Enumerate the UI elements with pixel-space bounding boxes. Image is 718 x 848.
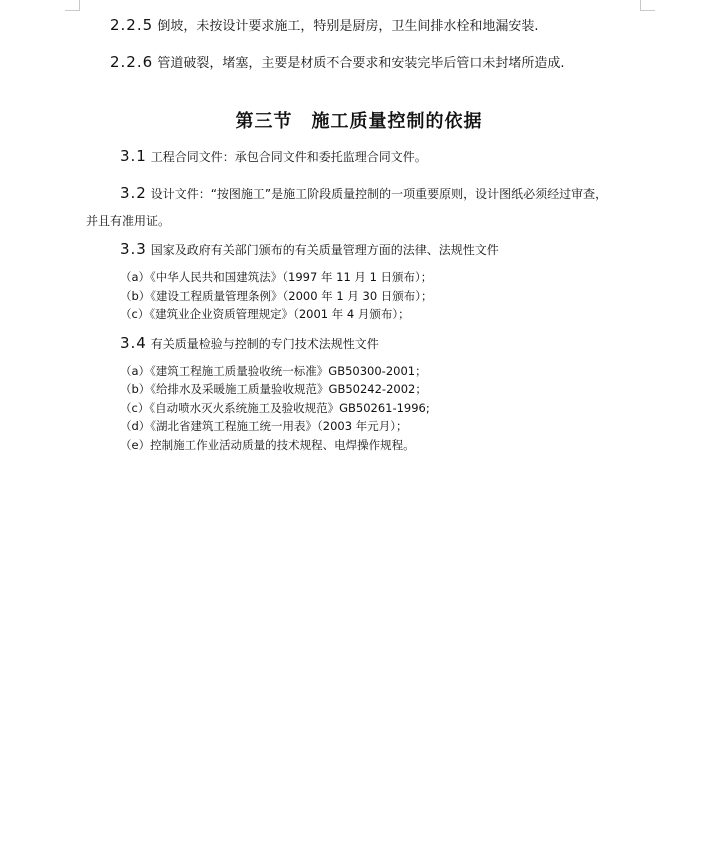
item-number: 3.4 bbox=[120, 334, 147, 352]
list-item: （b）《建设工程质量管理条例》（2000 年 1 月 30 日颁布）； bbox=[120, 289, 433, 303]
item-3-4 bbox=[120, 335, 379, 352]
item-2-2-5 bbox=[110, 17, 538, 35]
item-text: 倒坡，未按设计要求施工，特别是厨房，卫生间排水栓和地漏安装. bbox=[157, 19, 539, 34]
item-text: 国家及政府有关部门颁布的有关质量管理方面的法律、法规性文件 bbox=[150, 243, 499, 257]
item-3-3 bbox=[120, 241, 499, 258]
list-item: （a）《中华人民共和国建筑法》（1997 年 11 月 1 日颁布）； bbox=[120, 270, 433, 284]
item-3-2 bbox=[120, 185, 607, 202]
item-number: 3.1 bbox=[120, 147, 147, 165]
item-3-1 bbox=[120, 148, 427, 165]
item-text: 有关质量检验与控制的专门技术法规性文件 bbox=[150, 337, 379, 351]
list-item: （d）《湖北省建筑工程施工统一用表》（2003 年元月）； bbox=[120, 419, 408, 433]
list-item: （c）《自动喷水灭火系统施工及验收规范》GB50261-1996; bbox=[120, 401, 430, 415]
item-text: 工程合同文件：承包合同文件和委托监理合同文件。 bbox=[150, 150, 427, 164]
item-number: 2.2.5 bbox=[110, 16, 154, 34]
item-text: 管道破裂，堵塞，主要是材质不合要求和安装完毕后管口未封堵所造成. bbox=[157, 56, 565, 71]
item-text: 设计文件：“按图施工”是施工阶段质量控制的一项重要原则，设计图纸必须经过审查， bbox=[150, 187, 608, 201]
section-title: 第三节 施工质量控制的依据 bbox=[235, 111, 483, 132]
page-corner-mark-left bbox=[65, 0, 80, 11]
item-number: 3.2 bbox=[120, 184, 147, 202]
item-2-2-6 bbox=[110, 54, 564, 72]
list-item: （c）《建筑业企业资质管理规定》（2001 年 4 月颁布）； bbox=[120, 307, 410, 321]
item-number: 2.2.6 bbox=[110, 53, 154, 71]
list-item: （a）《建筑工程施工质量验收统一标准》GB50300-2001； bbox=[120, 364, 427, 378]
page-corner-mark-right bbox=[640, 0, 655, 11]
list-item: （b）《给排水及采暖施工质量验收规范》GB50242-2002； bbox=[120, 382, 427, 396]
list-item: （e）控制施工作业活动质量的技术规程、电焊操作规程。 bbox=[120, 438, 415, 452]
item-number: 3.3 bbox=[120, 240, 147, 258]
item-3-2-continued: 并且有准用证。 bbox=[86, 214, 171, 228]
